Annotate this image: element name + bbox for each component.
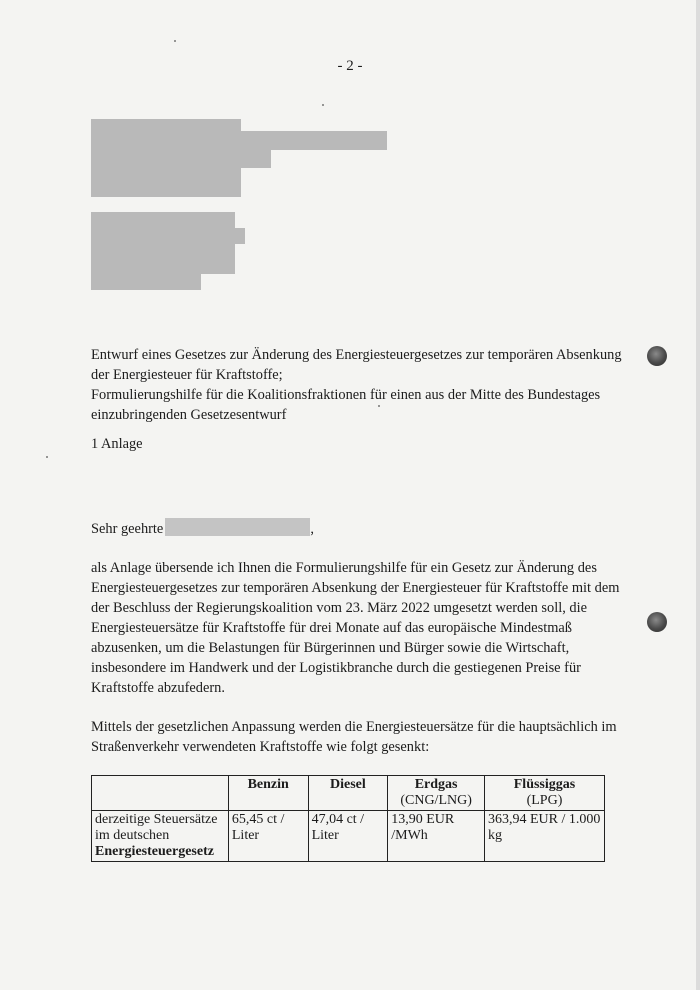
greeting	[91, 518, 314, 539]
table-header-diesel: Diesel	[308, 776, 388, 811]
redaction-block-1a	[91, 119, 241, 197]
cell-fluessiggas: 363,94 EUR / 1.000 kg	[484, 811, 604, 862]
body-line: insbesondere im Handwerk und der Logistikbranche durch die gestiegenen Preise für	[91, 660, 581, 676]
row-label: derzeitige Steuersätze im deutschen Energiesteuergesetz	[92, 811, 229, 862]
table-header-benzin: Benzin	[228, 776, 308, 811]
table-header-erdgas: Erdgas (CNG/LNG)	[388, 776, 485, 811]
scan-speck	[174, 40, 176, 42]
subject-block	[91, 345, 622, 425]
tax-rate-table	[91, 775, 605, 862]
redacted-name	[165, 518, 310, 536]
table-row	[92, 811, 605, 862]
body-line: abzusenken, um die Belastungen für Bürgerinnen und Bürger sowie die Wirtschaft,	[91, 640, 570, 656]
salutation: Sehr geehrte	[91, 521, 164, 537]
redaction-block-2c	[235, 228, 245, 244]
salutation-comma: ,	[310, 521, 314, 537]
cell-erdgas: 13,90 EUR /MWh	[388, 811, 485, 862]
table-header-erdgas-sub: (CNG/LNG)	[400, 793, 472, 808]
page-edge	[696, 0, 700, 990]
intro-line: Straßenverkehr verwendeten Kraftstoffe wie folgt gesenkt:	[91, 739, 430, 755]
punch-hole-top	[647, 346, 667, 366]
table-header-fluessiggas: Flüssiggas (LPG)	[484, 776, 604, 811]
punch-hole-bottom	[647, 612, 667, 632]
scan-speck	[322, 104, 324, 106]
cell-benzin: 65,45 ct / Liter	[228, 811, 308, 862]
page-number: - 2 -	[337, 58, 363, 74]
subject-line: Formulierungshilfe für die Koalitionsfraktionen für einen aus der Mitte des Bundestages	[91, 387, 601, 403]
body-line: Kraftstoffe abzufedern.	[91, 680, 225, 696]
subject-line: der Energiesteuer für Kraftstoffe;	[91, 367, 283, 383]
redaction-block-2a	[91, 212, 201, 290]
subject-line: Entwurf eines Gesetzes zur Änderung des Energiesteuergesetzes zur temporären Absenkung	[91, 347, 622, 363]
scan-speck	[46, 456, 48, 458]
intro-paragraph	[91, 717, 617, 757]
table-header-row	[92, 776, 605, 811]
table-header-lpg-sub: (LPG)	[526, 793, 563, 808]
redaction-block-1c	[241, 150, 271, 168]
redaction-block-1b	[241, 131, 387, 150]
redaction-block-2b	[201, 212, 235, 274]
body-line: der Beschluss der Regierungskoalition vom 23. März 2022 umgesetzt werden soll, die	[91, 600, 587, 616]
body-paragraph	[91, 558, 620, 698]
attachment-note: 1 Anlage	[91, 436, 143, 452]
subject-line: einzubringenden Gesetzesentwurf	[91, 407, 287, 423]
body-line: Energiesteuersätze für Kraftstoffe für drei Monate auf das europäische Mindestmaß	[91, 620, 572, 636]
table-header-empty	[92, 776, 229, 811]
cell-diesel: 47,04 ct / Liter	[308, 811, 388, 862]
body-line: Energiesteuergesetzes zur temporären Absenkung der Energiesteuer für Kraftstoffe mit dem	[91, 580, 620, 596]
body-line: als Anlage übersende ich Ihnen die Formulierungshilfe für ein Gesetz zur Änderung des	[91, 560, 597, 576]
intro-line: Mittels der gesetzlichen Anpassung werden die Energiesteuersätze für die hauptsächlich im	[91, 719, 617, 735]
